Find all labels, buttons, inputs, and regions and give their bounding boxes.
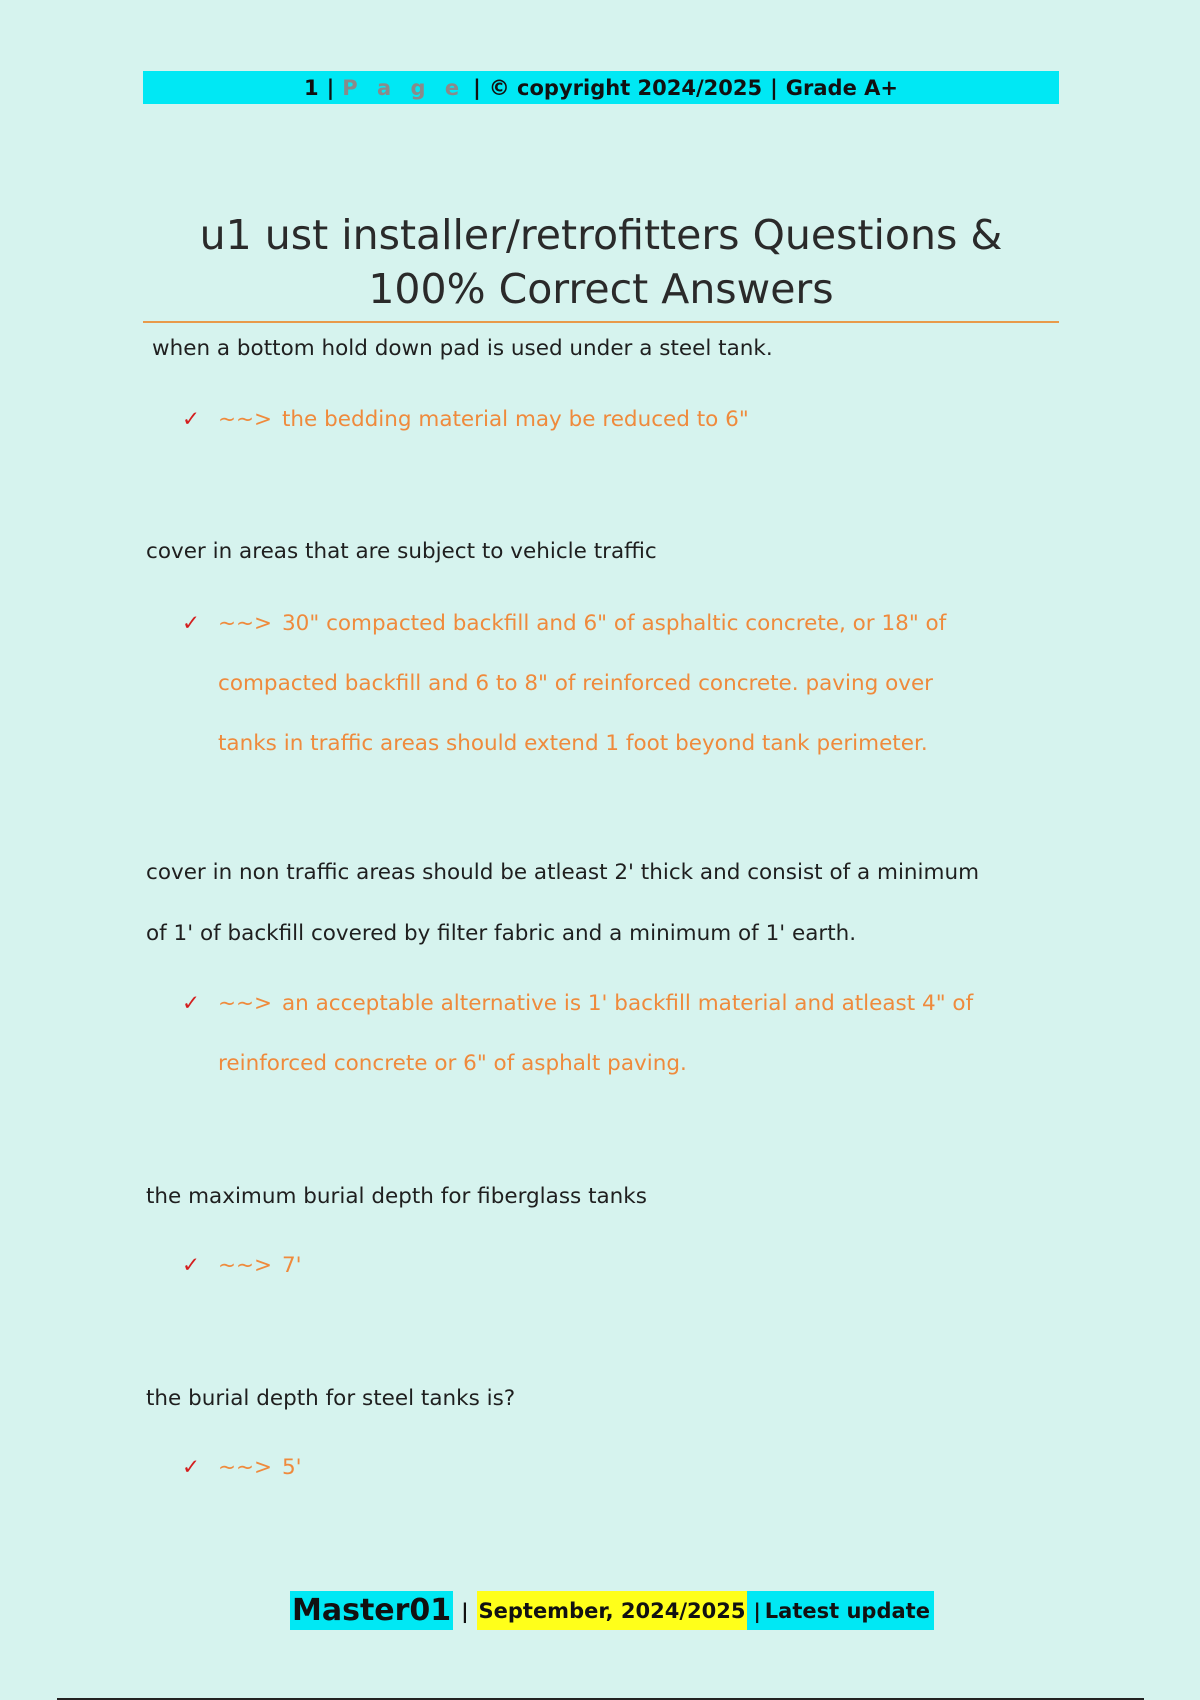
check-icon: ✓: [182, 611, 201, 636]
answer-1: [182, 390, 1062, 450]
arrow-marker: ~~>: [218, 611, 273, 636]
header-separator: |: [770, 75, 778, 100]
title-line-2: 100% Correct Answers: [368, 265, 834, 313]
arrow-marker: ~~>: [218, 407, 273, 432]
page-header: [143, 71, 1059, 104]
question-3: [146, 842, 1066, 964]
check-icon: ✓: [182, 407, 201, 432]
header-separator: |: [326, 75, 335, 100]
answer-1-line-1: the bedding material may be reduced to 6": [282, 407, 749, 432]
page-label: P a g e: [342, 75, 466, 100]
answer-4-line-1: 7': [282, 1253, 302, 1278]
footer-update: Latest update: [765, 1591, 934, 1630]
footer-author: Master01: [292, 1593, 452, 1628]
answer-2-line-1: 30" compacted backfill and 6" of asphaltic concrete, or 18" of: [282, 611, 947, 636]
grade-text: Grade A+: [785, 75, 898, 100]
question-5: the burial depth for steel tanks is?: [146, 1386, 516, 1411]
question-1: when a bottom hold down pad is used under a steel tank.: [152, 336, 773, 361]
page-number: 1: [304, 75, 319, 100]
page-footer: [290, 1591, 934, 1630]
answer-2: [182, 594, 1062, 774]
arrow-marker: ~~>: [218, 1455, 273, 1480]
arrow-marker: ~~>: [218, 1253, 273, 1278]
answer-5: [182, 1438, 1062, 1498]
question-4: the maximum burial depth for fiberglass tanks: [146, 1184, 647, 1209]
answer-4: [182, 1236, 1062, 1296]
header-separator: |: [473, 75, 481, 100]
question-3-line-1: cover in non traffic areas should be atleast 2' thick and consist of a minimum: [146, 860, 980, 885]
title-line-1: u1 ust installer/retrofitters Questions &: [199, 211, 1003, 259]
footer-separator: |: [461, 1598, 469, 1623]
arrow-marker: ~~>: [218, 991, 273, 1016]
check-icon: ✓: [182, 991, 201, 1016]
question-2: cover in areas that are subject to vehicle traffic: [146, 539, 657, 564]
footer-separator: |: [747, 1591, 764, 1630]
document-title: [143, 208, 1059, 316]
question-3-line-2: of 1' of backfill covered by filter fabric and a minimum of 1' earth.: [146, 921, 857, 946]
check-icon: ✓: [182, 1455, 201, 1480]
answer-2-line-2: compacted backfill and 6 to 8" of reinforced concrete. paving over: [218, 671, 934, 696]
footer-date: September, 2024/2025: [477, 1591, 748, 1630]
answer-3: [182, 974, 1062, 1094]
answer-5-line-1: 5': [282, 1455, 302, 1480]
copyright-text: © copyright 2024/2025: [488, 75, 763, 100]
answer-3-line-1: an acceptable alternative is 1' backfill material and atleast 4" of: [282, 991, 974, 1016]
check-icon: ✓: [182, 1253, 201, 1278]
answer-3-line-2: reinforced concrete or 6" of asphalt paving.: [218, 1051, 687, 1076]
answer-2-line-3: tanks in traffic areas should extend 1 foot beyond tank perimeter.: [218, 731, 928, 756]
